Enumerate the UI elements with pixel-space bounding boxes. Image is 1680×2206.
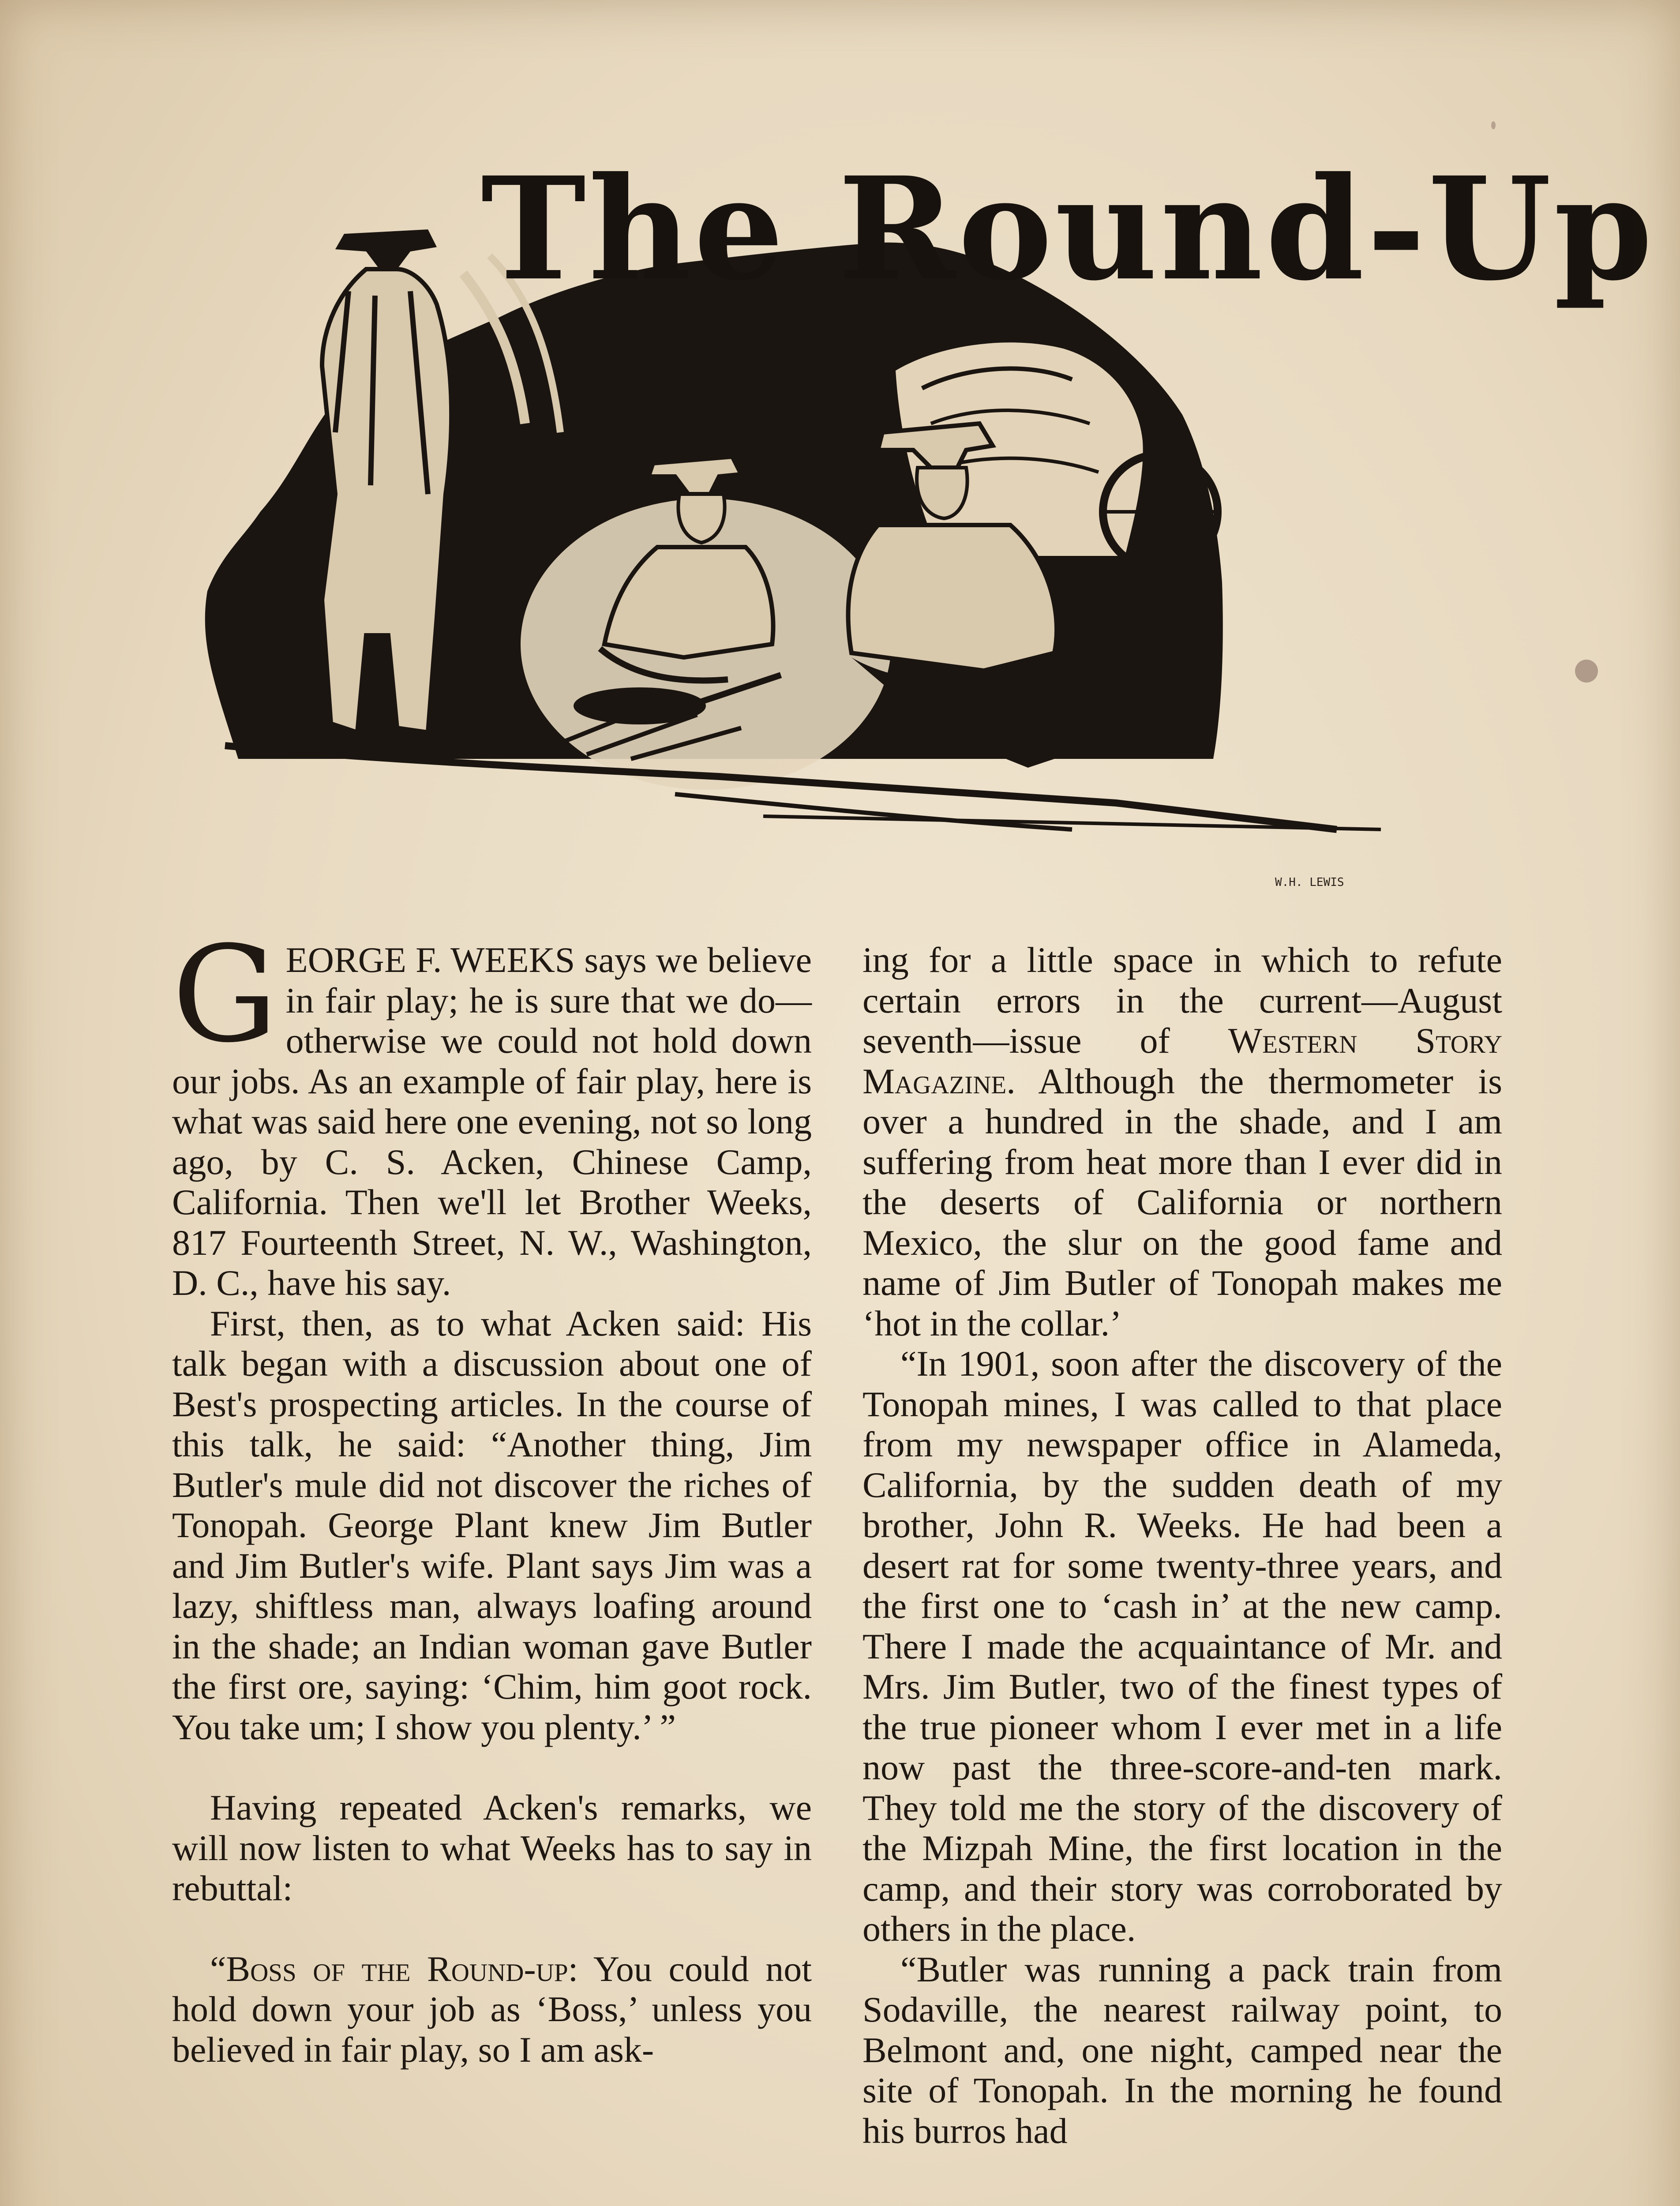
- article-paragraph: “Butler was running a pack train from Sodaville, the nearest railway point, to Belmont and, one night, camped near the site of Tonopah. In the morning he found his burros had: [862, 1949, 1502, 2151]
- article-paragraph: [172, 918, 812, 1303]
- article-paragraph: [172, 1949, 812, 2070]
- paper-stain: [1491, 121, 1496, 129]
- magazine-name: Western Story Magazine: [862, 1020, 1503, 1101]
- article-column-right: [862, 940, 1502, 2151]
- article-paragraph: First, then, as to what Acken said: His talk began with a discussion about one of Best's prospecting articles. In the course of this talk, he said: “Another thing, Jim Butler's mule did not discover the riches of Tonopah. George Plant knew Jim Butler and Jim Butler's wife. Plant says Jim was a lazy, shiftless man, always loafing around in the shade; an Indian woman gave Butler the first ore, saying: ‘Chim, him goot rock. You take um; I show you plenty.’ ”: [172, 1303, 812, 1747]
- illustrator-signature: W.H. LEWIS: [1275, 876, 1344, 889]
- paragraph-text: ing for a little space in which to refute certain errors in the current—August seventh—issue of: [862, 940, 1502, 1061]
- paper-stain: [1575, 660, 1598, 683]
- page-title: The Round-Up: [481, 146, 1655, 312]
- article-paragraph: Having repeated Acken's remarks, we will now listen to what Weeks has to say in rebuttal:: [172, 1787, 812, 1908]
- article-paragraph: [862, 940, 1502, 1343]
- article-column-left: [172, 918, 812, 2070]
- paragraph-text: EORGE F. WEEKS says we believe in fair play; he is sure that we do—otherwise we could not hold down our jobs. As an example of fair play, here is what was said here one evening, not so long ago, by C. S. Acken, Chinese Camp, California. Then we'll let Brother Weeks, 817 Fourteenth Street, N. W., Washington, D. C., have his say.: [172, 940, 812, 1303]
- drop-cap: G: [172, 918, 278, 1072]
- paragraph-text: : You could not hold down your job as ‘Boss,’ unless you believed in fair play, so I am ask-: [172, 1948, 812, 2070]
- letter-salutation: “Boss of the Round-up: [210, 1948, 568, 1989]
- article-paragraph: “In 1901, soon after the discovery of the Tonopah mines, I was called to that place from my newspaper office in Alameda, California, by the sudden death of my brother, John R. Weeks. He had been a desert rat for some twenty-three years, and the first one to ‘cash in’ at the new camp. There I made the acquaintance of Mr. and Mrs. Jim Butler, two of the finest types of the true pioneer whom I ever met in a life now past the three-score-and-ten mark. They told me the story of the discovery of the Mizpah Mine, the first location in the camp, and their story was corroborated by others in the place.: [862, 1343, 1502, 1949]
- paragraph-text: . Although the thermometer is over a hundred in the shade, and I am suffering from heat more than I ever did in the deserts of California or northern Mexico, the slur on the good fame and name of Jim Butler of Tonopah makes me ‘hot in the collar.’: [862, 1061, 1502, 1343]
